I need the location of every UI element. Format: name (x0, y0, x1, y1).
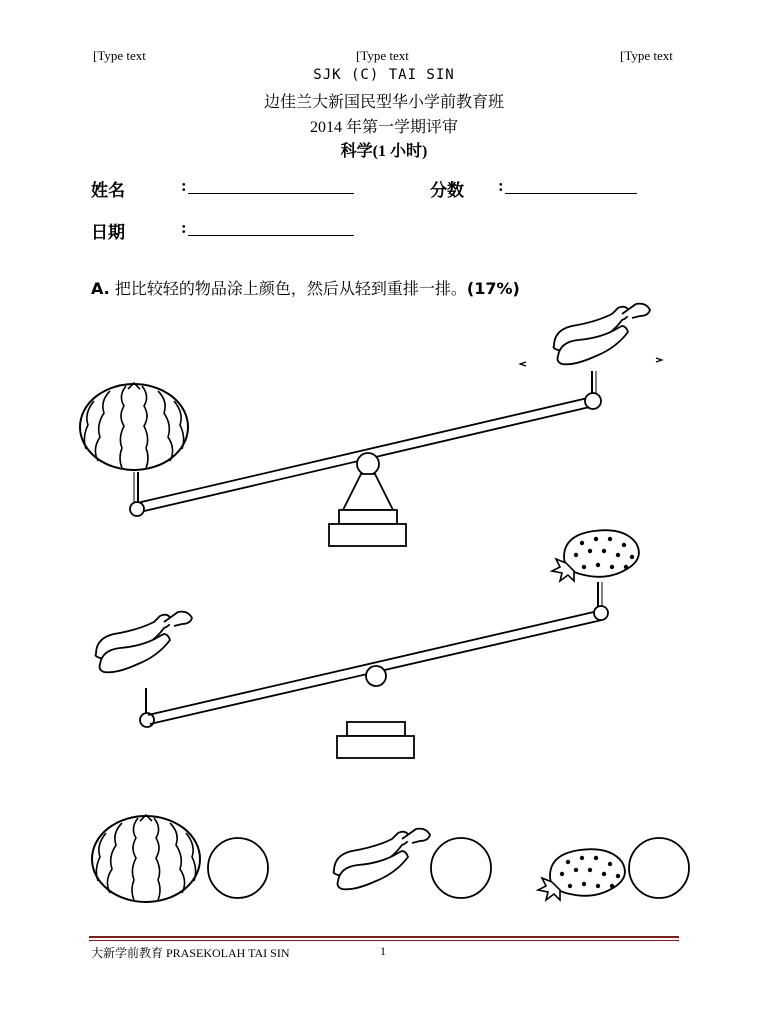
banana-answer-circle[interactable] (431, 838, 491, 898)
seesaw-2 (96, 530, 639, 758)
banana-on-seesaw-1 (554, 304, 651, 365)
score-colon: : (498, 176, 504, 195)
date-label: 日期 (91, 223, 125, 242)
name-label: 姓名 (91, 181, 125, 200)
name-colon: : (181, 176, 187, 195)
answer-row (92, 815, 689, 902)
score-label: 分数 (430, 181, 464, 200)
watermelon-answer-circle[interactable] (208, 838, 268, 898)
header-right: [Type text (620, 48, 673, 63)
school-name-en: SJK (C) TAI SIN (313, 67, 455, 83)
subject-title: 科学(1 小时) (340, 143, 428, 160)
strawberry-answer-circle[interactable] (629, 838, 689, 898)
page-number: 1 (380, 944, 386, 958)
watermelon-on-seesaw-1 (80, 383, 188, 470)
banana-on-seesaw-2 (96, 612, 193, 673)
question-letter: A. (91, 279, 110, 298)
strawberry-on-seesaw-2 (552, 530, 639, 581)
banana-answer-item (334, 829, 431, 890)
date-colon: : (181, 218, 187, 237)
school-name-cn: 边佳兰大新国民型华小学前教育班 (263, 94, 504, 111)
strawberry-answer-item (538, 849, 625, 900)
header-center: [Type text (356, 48, 409, 63)
footer-text: 大新学前教育 PRASEKOLAH TAI SIN (91, 946, 290, 960)
question-marks: (17%) (466, 279, 520, 298)
footer-rule-thick (89, 936, 679, 938)
question-text: 把比较轻的物品涂上颜色，然后从轻到重排一排。 (114, 279, 467, 298)
footer-rule-thin (89, 940, 679, 941)
header-left: [Type text (93, 48, 146, 63)
seesaw-1 (80, 304, 662, 546)
term-title: 2014 年第一学期评审 (309, 119, 458, 136)
watermelon-answer-item (92, 815, 200, 902)
